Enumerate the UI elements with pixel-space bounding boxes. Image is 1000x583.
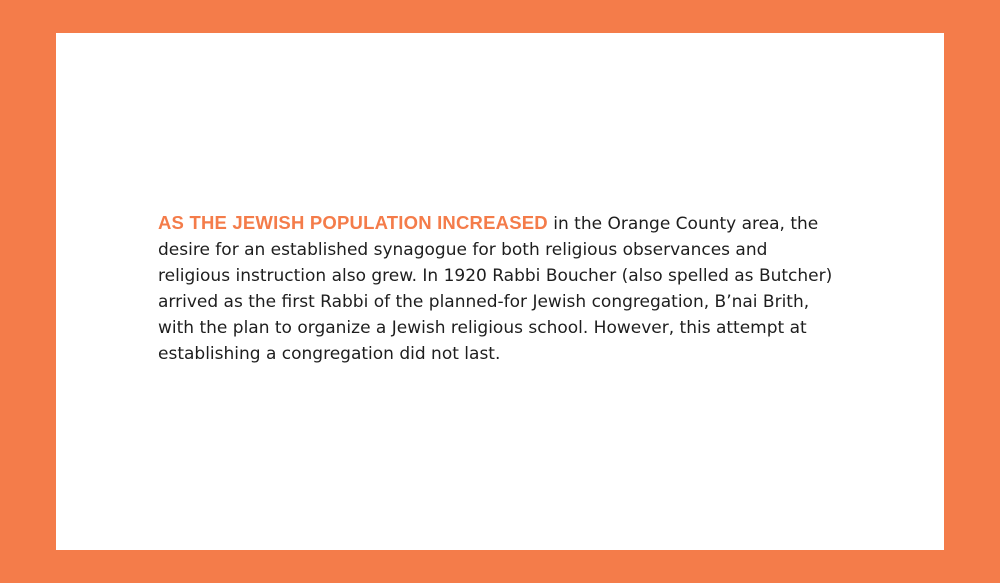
history-paragraph (158, 210, 838, 367)
content-card (56, 33, 944, 550)
paragraph-body: in the Orange County area, the desire for an established synagogue for both religious observances and religious instruction also grew. In 1920 Rabbi Boucher (also spelled as Butcher) arrived as the first Rabbi of the planned-for Jewish congregation, B’nai Brith, with the plan to organize a Jewish religious school. However, this attempt at establishing a congregation did not last. (158, 214, 833, 364)
lead-in-heading: AS THE JEWISH POPULATION INCREASED (158, 212, 548, 233)
